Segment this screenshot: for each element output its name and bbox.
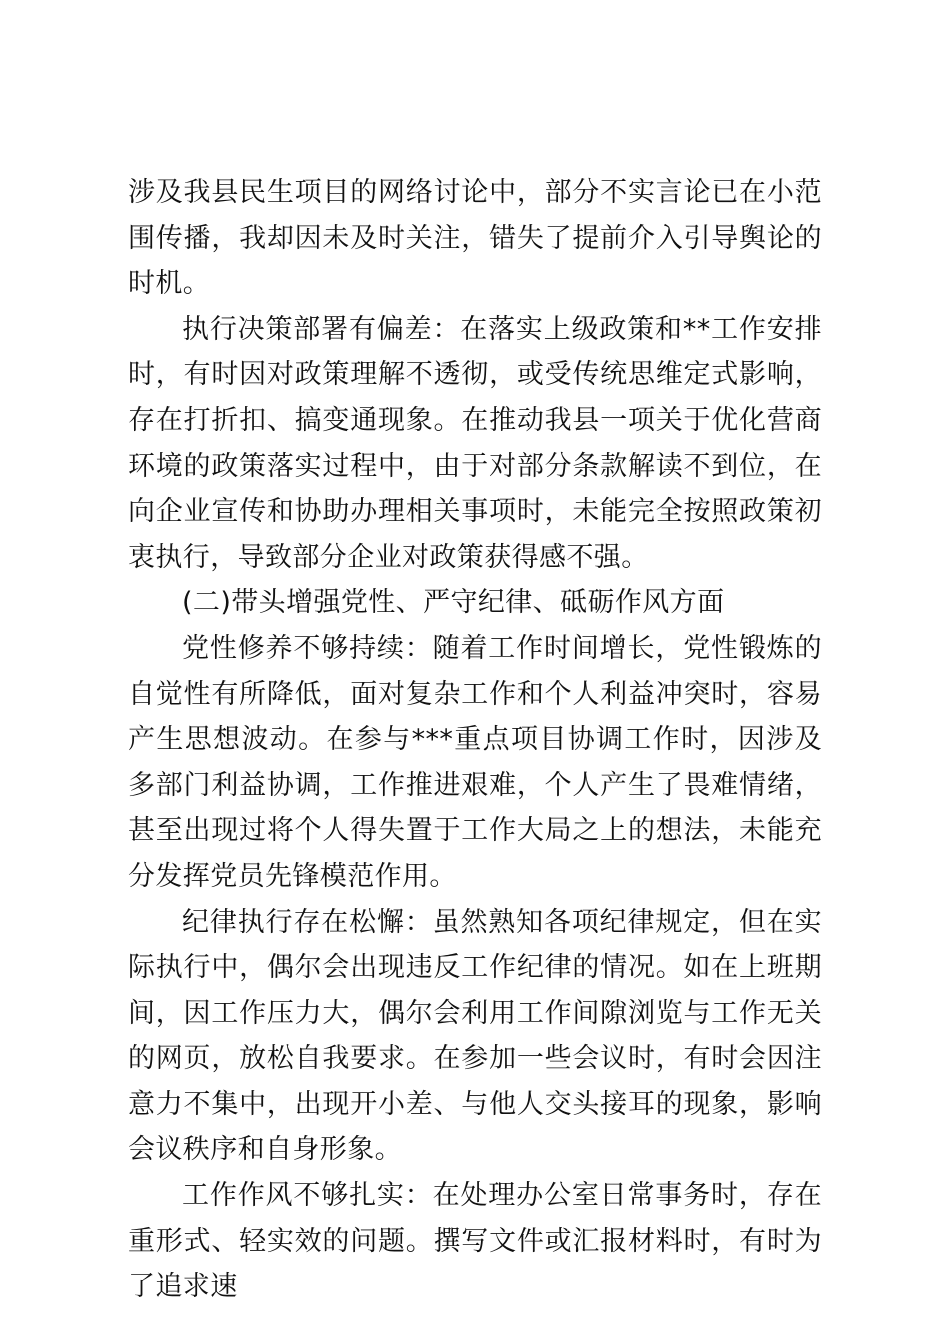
paragraph-6: 工作作风不够扎实：在处理办公室日常事务时，存在重形式、轻实效的问题。撰写文件或汇报材料时，有时为了追求速 xyxy=(128,1180,822,1303)
paragraph-5: 纪律执行存在松懈：虽然熟知各项纪律规定，但在实际执行中，偶尔会出现违反工作纪律的情况。如在上班期间，因工作压力大，偶尔会利用工作间隙浏览与工作无关的网页，放松自我要求。在参加一些会议时，有时会因注意力不集中，出现开小差、与他人交头接耳的现象，影响会议秩序和自身形象。 xyxy=(128,906,822,1166)
paragraph-1: 涉及我县民生项目的网络讨论中，部分不实言论已在小范围传播，我却因未及时关注，错失了提前介入引导舆论的时机。 xyxy=(128,177,822,300)
document-body xyxy=(128,170,822,1310)
paragraph-4: 党性修养不够持续：随着工作时间增长，党性锻炼的自觉性有所降低，面对复杂工作和个人利益冲突时，容易产生思想波动。在参与***重点项目协调工作时，因涉及多部门利益协调，工作推进艰难，个人产生了畏难情绪，甚至出现过将个人得失置于工作大局之上的想法，未能充分发挥党员先锋模范作用。 xyxy=(128,632,822,892)
section-heading: (二)带头增强党性、严守纪律、砥砺作风方面 xyxy=(182,587,725,619)
paragraph-2: 执行决策部署有偏差：在落实上级政策和**工作安排时，有时因对政策理解不透彻，或受传统思维定式影响，存在打折扣、搞变通现象。在推动我县一项关于优化营商环境的政策落实过程中，由于对部分条款解读不到位，在向企业宣传和协助办理相关事项时，未能完全按照政策初衷执行，导致部分企业对政策获得感不强。 xyxy=(128,313,822,573)
